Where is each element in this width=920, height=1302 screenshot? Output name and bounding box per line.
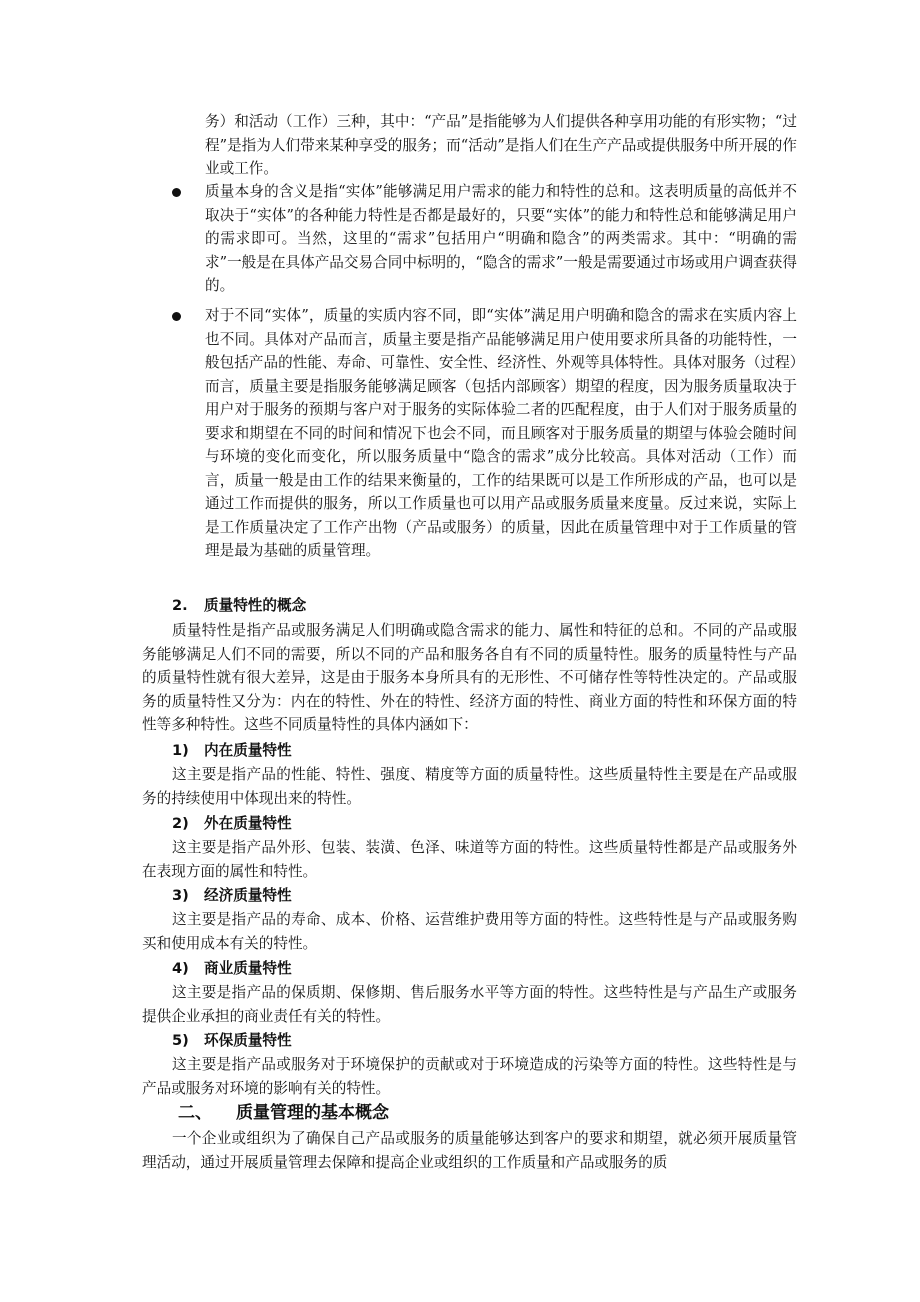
subsection-title: 内在质量特性 — [204, 742, 292, 759]
chapter-paragraph: 一个企业或组织为了确保自己产品或服务的质量能够达到客户的要求和期望，就必须开展质量管理活动，通过开展质量管理去保障和提高企业或组织的工作质量和产品或服务的质 — [142, 1130, 797, 1171]
chapter-heading — [178, 1100, 389, 1126]
bullet-item-entity-quality: 对于不同“实体”，质量的实质内容不同，即“实体”满足用户明确和隐含的需求在实质内容上也不同。具体对产品而言，质量主要是指产品能够满足用户使用要求所具备的功能特性，一般包括产品的性能、寿命、可靠性、安全性、经济性、外观等具体特性。具体对服务（过程）而言，质量主要是指服务能够满足顾客（包括内部顾客）期望的程度，因为服务质量取决于用户对于服务的预期与客户对于服务的实际体验二者的匹配程度，由于人们对于服务质量的要求和期望在不同的时间和情况下也会不同，而且顾客对于服务质量的期望与体验会随时间与环境的变化而变化，所以服务质量中“隐含的需求”成分比较高。具体对活动（工作）而言，质量一般是由工作的结果来衡量的，工作的结果既可以是工作所形成的产品，也可以是通过工作而提供的服务，所以工作质量也可以用产品或服务质量来度量。反过来说，实际上是工作质量决定了工作产出物（产品或服务）的质量，因此在质量管理中对于工作质量的管理是最为基础的质量管理。 — [205, 307, 797, 559]
subsection-number: 4) — [172, 960, 189, 977]
chapter-number: 二、 — [178, 1103, 212, 1123]
subsection-title: 外在质量特性 — [204, 815, 292, 832]
section-title: 质量特性的概念 — [204, 597, 307, 614]
subsection-number: 5) — [172, 1032, 189, 1049]
subsection-title: 商业质量特性 — [204, 960, 292, 977]
bullet-continuation-text: 务）和活动（工作）三种，其中：“产品”是指能够为人们提供各种享用功能的有形实物；“过程”是指为人们带来某种享受的服务；而“活动”是指人们在生产产品或提供服务中所开展的作业或工作。 — [205, 113, 797, 177]
subsection-title: 经济质量特性 — [204, 887, 292, 904]
subsection-title: 环保质量特性 — [204, 1032, 292, 1049]
subsection-heading — [172, 957, 292, 981]
section-number: 2. — [172, 597, 188, 614]
bullet-dot-icon — [172, 188, 181, 197]
subsection-paragraph: 这主要是指产品的保质期、保修期、售后服务水平等方面的特性。这些特性是与产品生产或服务提供企业承担的商业责任有关的特性。 — [142, 984, 797, 1025]
bullet-dot-icon — [172, 312, 181, 321]
subsection-number: 3) — [172, 887, 189, 904]
subsection-number: 2) — [172, 815, 189, 832]
subsection-heading — [172, 812, 292, 836]
subsection-heading — [172, 884, 292, 908]
section-heading — [172, 594, 306, 618]
subsection-paragraph: 这主要是指产品外形、包装、装潢、色泽、味道等方面的特性。这些质量特性都是产品或服务外在表现方面的属性和特性。 — [142, 839, 797, 880]
subsection-paragraph: 这主要是指产品或服务对于环境保护的贡献或对于环境造成的污染等方面的特性。这些特性是与产品或服务对环境的影响有关的特性。 — [142, 1056, 797, 1097]
chapter-title: 质量管理的基本概念 — [236, 1103, 389, 1123]
subsection-heading — [172, 1029, 292, 1053]
subsection-paragraph: 这主要是指产品的性能、特性、强度、精度等方面的质量特性。这些质量特性主要是在产品或服务的持续使用中体现出来的特性。 — [142, 766, 797, 807]
bullet-item-quality-meaning: 质量本身的含义是指“实体”能够满足用户需求的能力和特性的总和。这表明质量的高低并不取决于“实体”的各种能力特性是否都是最好的，只要“实体”的能力和特性总和能够满足用户的需求即可。当然，这里的“需求”包括用户“明确和隐含”的两类需求。其中：“明确的需求”一般是在具体产品交易合同中标明的，“隐含的需求”一般是需要通过市场或用户调查获得的。 — [205, 183, 797, 294]
subsection-paragraph: 这主要是指产品的寿命、成本、价格、运营维护费用等方面的特性。这些特性是与产品或服务购买和使用成本有关的特性。 — [142, 911, 797, 952]
subsection-number: 1) — [172, 742, 189, 759]
section-intro-paragraph: 质量特性是指产品或服务满足人们明确或隐含需求的能力、属性和特征的总和。不同的产品或服务能够满足人们不同的需要，所以不同的产品和服务各自有不同的质量特性。服务的质量特性与产品的质量特性就有很大差异，这是由于服务本身所具有的无形性、不可储存性等特性决定的。产品或服务的质量特性又分为：内在的特性、外在的特性、经济方面的特性、商业方面的特性和环保方面的特性等多种特性。这些不同质量特性的具体内涵如下： — [142, 622, 797, 733]
subsection-heading — [172, 739, 292, 763]
